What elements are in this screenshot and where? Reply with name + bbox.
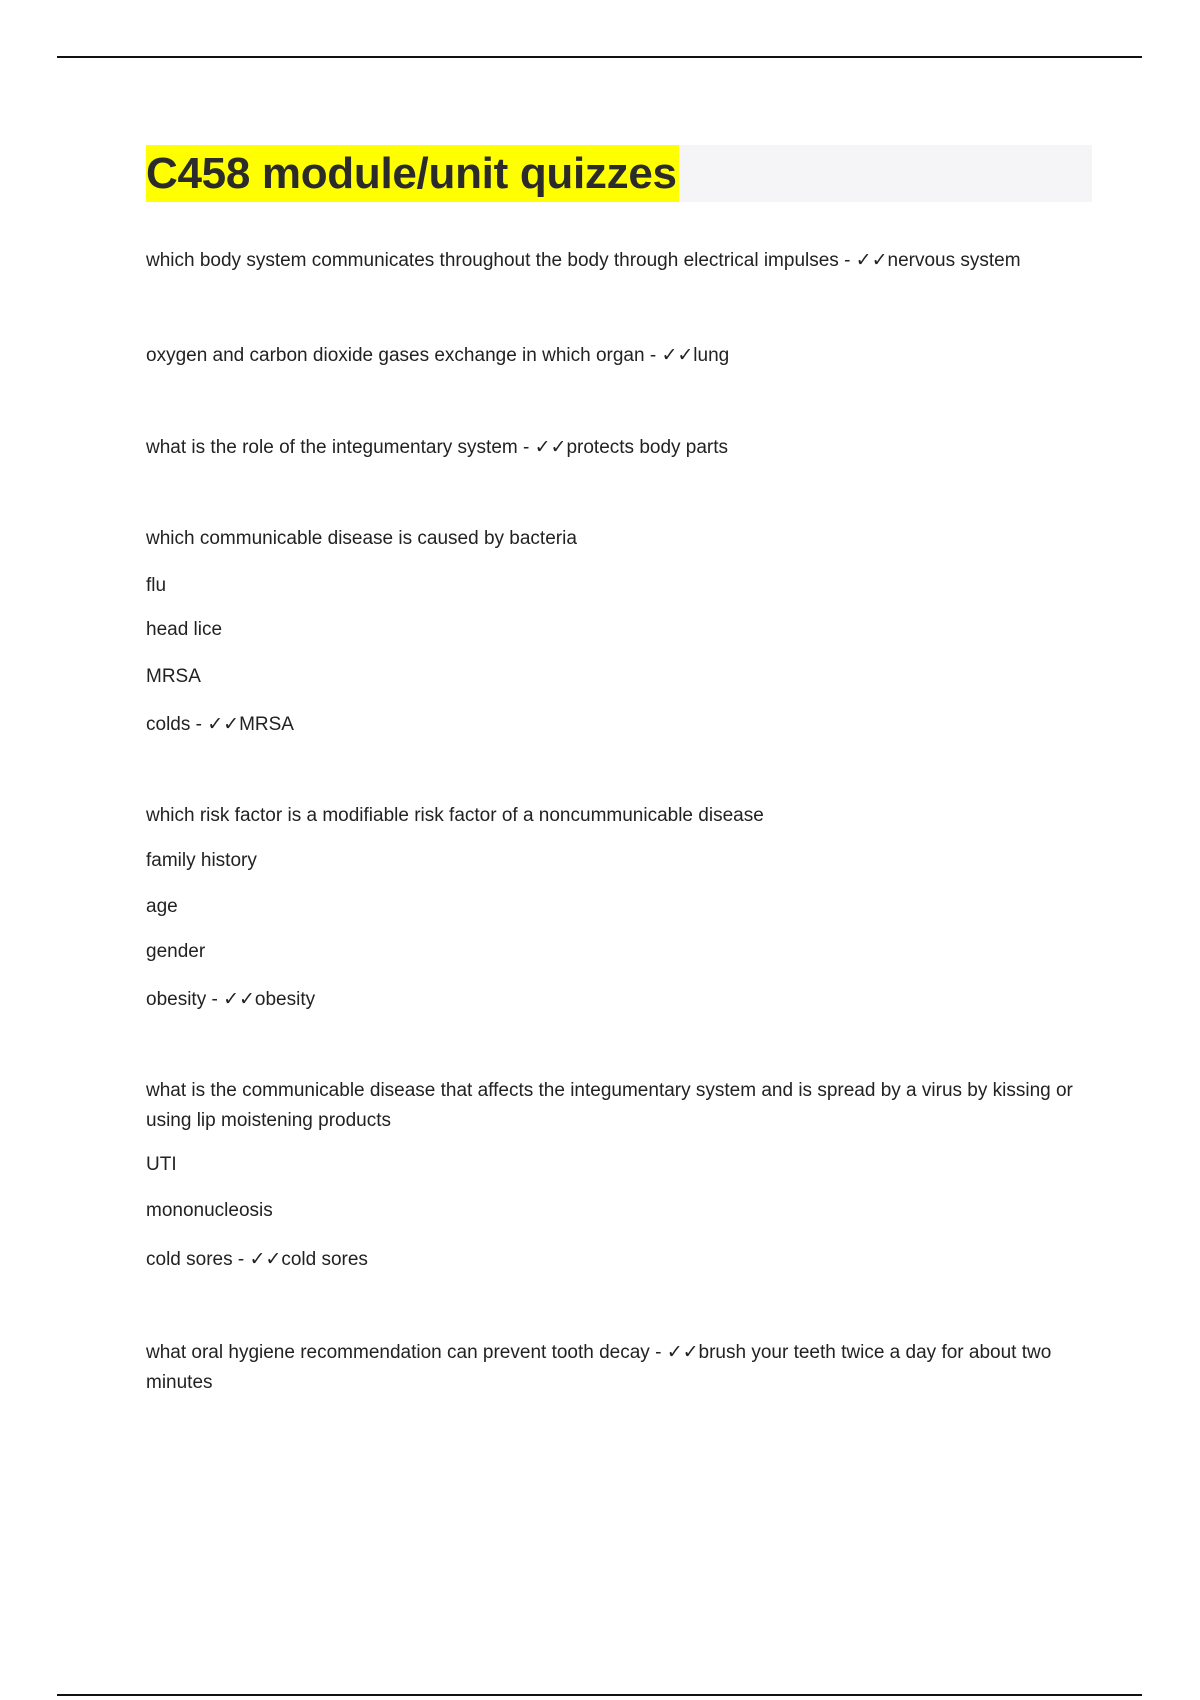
option-item: mononucleosis xyxy=(146,1200,273,1221)
option-item: head lice xyxy=(146,619,223,640)
bottom-rule xyxy=(57,1694,1142,1696)
question-modifiable-risk: which risk factor is a modifiable risk factor of a noncummunicable disease xyxy=(146,805,764,826)
option-answer: cold sores - ✓✓cold sores xyxy=(146,1249,368,1270)
option-item: MRSA xyxy=(146,666,201,687)
question-oral-hygiene: what oral hygiene recommendation can prevent tooth decay - ✓✓brush your teeth twice a day for about two minutes xyxy=(146,1342,1052,1393)
option-answer: obesity - ✓✓obesity xyxy=(146,989,316,1010)
option-item: family history xyxy=(146,850,257,871)
option-item: gender xyxy=(146,941,206,962)
option-item: flu xyxy=(146,575,167,596)
question-lip-virus: what is the communicable disease that affects the integumentary system and is spread by a virus by kissing or using lip moistening products xyxy=(146,1080,1073,1131)
question-integumentary-role: what is the role of the integumentary system - ✓✓protects body parts xyxy=(146,437,729,458)
page-title: C458 module/unit quizzes xyxy=(146,145,679,202)
top-rule xyxy=(57,56,1142,58)
option-item: age xyxy=(146,896,178,917)
question-gas-exchange: oxygen and carbon dioxide gases exchange in which organ - ✓✓lung xyxy=(146,345,730,366)
option-answer: colds - ✓✓MRSA xyxy=(146,714,294,735)
question-bacteria-disease: which communicable disease is caused by bacteria xyxy=(146,528,577,549)
option-item: UTI xyxy=(146,1154,177,1175)
question-nervous-system: which body system communicates throughout the body through electrical impulses - ✓✓nervous system xyxy=(146,250,1021,271)
